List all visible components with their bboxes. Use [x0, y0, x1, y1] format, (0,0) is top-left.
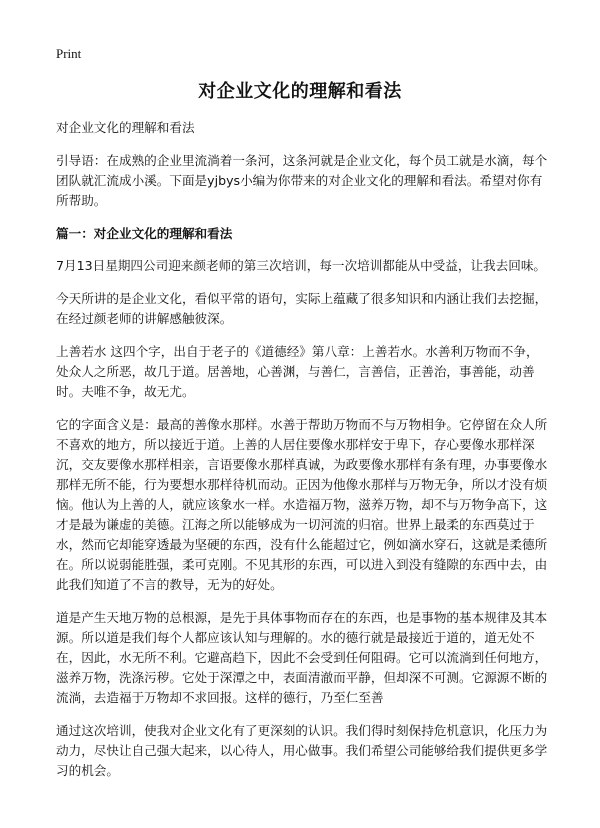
- body-paragraph-3: 上善若水 这四个字，出自于老子的《道德经》第八章：上善若水。水善利万物而不争，处众人之所恶，故几于道。居善地，心善渊，与善仁，言善信，正善治，事善能，动善时。夫唯不争，故无尤。: [56, 344, 539, 399]
- print-link[interactable]: Print: [56, 46, 82, 61]
- body-paragraph-1: 7月13日星期四公司迎来颜老师的第三次培训，每一次培训都能从中受益，让我去回味。: [56, 258, 547, 273]
- body-paragraph-2: 今天所讲的是企业文化，看似平常的语句，实际上蕴藏了很多知识和内涵让我们去挖掘，在经过颜老师的讲解感触彼深。: [56, 291, 548, 326]
- body-paragraph-6: 通过这次培训，使我对企业文化有了更深刻的认识。我们得时刻保持危机意识，化压力为动力，尽快让自己强大起来，以心待人，用心做事。我们希望公司能够给我们提供更多学习的机会。: [56, 723, 548, 778]
- body-paragraph-5: 道是产生天地万物的总根源，是先于具体事物而存在的东西，也是事物的基本规律及其本源。所以道是我们每个人都应该认知与理解的。水的德行就是最接近于道的，道无处不在，因此，水无所不利。它避高趋下，因此不会受到任何阻碍。它可以流淌到任何地方，滋养万物，洗涤污秽。它处于深潭之中，表面清澈而平静，但却深不可测。它源源不断的流淌，去造福于万物却不求回报。这样的德行，乃至仁至善: [56, 610, 548, 705]
- article-subtitle: 对企业文化的理解和看法: [56, 120, 195, 135]
- intro-paragraph: 引导语：在成熟的企业里流淌着一条河，这条河就是企业文化，每个员工就是水滴，每个团队就汇流成小溪。下面是yjbys小编为你带来的对企业文化的理解和看法。希望对你有所帮助。: [56, 153, 548, 208]
- section-heading: 篇一：对企业文化的理解和看法: [56, 226, 233, 241]
- body-paragraph-4: 它的字面含义是：最高的善像水那样。水善于帮助万物而不与万物相争。它停留在众人所不喜欢的地方，所以接近于道。上善的人居住要像水那样安于卑下，存心要像水那样深沉，交友要像水那样相亲，言语要像水那样真诚，为政要像水那样有条有理，办事要像水那样无所不能，行为要想水那样待机而动。正因为他像水那样与万物无争，所以才没有烦恼。他认为上善的人，就应该象水一样。水造福万物，滋养万物，却不与万物争高下，这才是最为谦虚的美德。江海之所以能够成为一切河流的归宿。世界上最柔的东西莫过于水，然而它却能穿透最为坚硬的东西，没有什么能超过它，例如滴水穿石，这就是柔德所在。所以说弱能胜强，柔可克刚。不见其形的东西，可以进入到没有缝隙的东西中去，由此我们知道了不言的教导，无为的好处。: [56, 417, 548, 592]
- article-body: [56, 118, 548, 794]
- page-title: 对企业文化的理解和看法: [198, 81, 402, 102]
